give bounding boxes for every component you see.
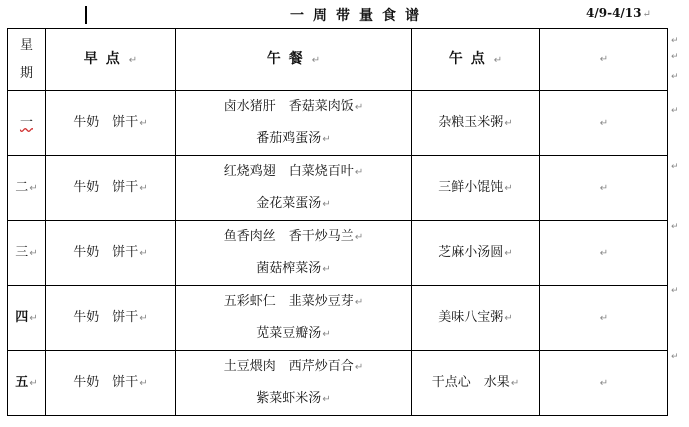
paragraph-mark-icon: ↵: [354, 232, 364, 243]
lunch-line-1-text: 土豆煨肉 西芹炒百合: [223, 359, 354, 374]
day-cell: [8, 156, 46, 221]
snack-text: 芝麻小汤圆: [438, 244, 504, 260]
paragraph-mark-icon: ↵: [322, 264, 331, 275]
paragraph-mark-icon: ↵: [139, 117, 148, 129]
lunch-line-1: [176, 286, 411, 318]
lunch-cell: [176, 221, 412, 286]
table-row: [8, 286, 668, 351]
paragraph-mark-icon: ↵: [354, 167, 364, 178]
lunch-line-2: [176, 188, 411, 220]
snack-text: 美味八宝粥: [438, 309, 504, 325]
day-cell: [8, 91, 46, 156]
breakfast-cell: [46, 221, 176, 286]
paragraph-mark-icon: ↵: [29, 182, 38, 194]
day-label: 二: [15, 179, 29, 195]
paragraph-mark-icon: ↵: [29, 247, 38, 259]
paragraph-mark-icon: ↵: [139, 377, 148, 389]
snack-text: 干点心 水果: [431, 374, 510, 390]
table-row: [8, 156, 668, 221]
paragraph-mark-icon: ↵: [510, 377, 520, 389]
lunch-line-2-text: 金花菜蛋汤: [256, 196, 322, 211]
paragraph-mark-icon: ↵: [29, 377, 38, 389]
snack-cell: [412, 156, 540, 221]
table-row: [8, 221, 668, 286]
paragraph-mark-icon: ↵: [671, 52, 679, 62]
lunch-line-2-text: 菌菇榨菜汤: [256, 261, 322, 276]
lunch-cell: [176, 156, 412, 221]
breakfast-text: 牛奶 饼干: [73, 309, 139, 325]
paragraph-mark-icon: ↵: [504, 247, 513, 259]
paragraph-mark-icon: ↵: [671, 286, 679, 296]
breakfast-cell: [46, 351, 176, 416]
paragraph-mark-icon: ↵: [671, 222, 679, 232]
paragraph-mark-icon: ↵: [671, 36, 679, 46]
table-row: [8, 91, 668, 156]
paragraph-mark-icon: ↵: [599, 182, 609, 194]
paragraph-mark-icon: ↵: [599, 247, 609, 259]
header-lunch: [176, 29, 412, 91]
day-cell: [8, 221, 46, 286]
date-text: 4/9-4/13: [586, 6, 642, 20]
paragraph-mark-icon: ↵: [322, 394, 331, 405]
day-label: 四: [15, 309, 29, 325]
snack-text: 杂粮玉米粥: [438, 114, 504, 130]
day-label: 三: [15, 244, 29, 260]
breakfast-cell: [46, 156, 176, 221]
lunch-cell: [176, 351, 412, 416]
day-cell: [8, 351, 46, 416]
paragraph-mark-icon: ↵: [504, 312, 513, 324]
extra-cell: [540, 351, 668, 416]
extra-cell: [540, 91, 668, 156]
date-range: [586, 6, 651, 20]
extra-cell: [540, 156, 668, 221]
lunch-line-2: [176, 123, 411, 155]
header-day: [8, 29, 46, 91]
day-label: 一: [19, 115, 33, 130]
paragraph-mark-icon: ↵: [642, 9, 651, 20]
paragraph-mark-icon: ↵: [311, 54, 321, 66]
paragraph-mark-icon: ↵: [354, 297, 364, 308]
paragraph-mark-icon: ↵: [139, 247, 148, 259]
lunch-line-1-text: 卤水猪肝 香菇菜肉饭: [223, 99, 354, 114]
paragraph-mark-icon: ↵: [504, 182, 513, 194]
header-snack: [412, 29, 540, 91]
snack-cell: [412, 91, 540, 156]
paragraph-mark-icon: ↵: [671, 72, 679, 82]
breakfast-cell: [46, 91, 176, 156]
paragraph-mark-icon: ↵: [139, 182, 148, 194]
lunch-line-2-text: 紫菜虾米汤: [256, 391, 322, 406]
header-day-label: 星期: [19, 37, 33, 81]
header-lunch-label: 午餐: [266, 50, 311, 67]
day-label: 五: [15, 374, 29, 390]
lunch-line-2: [176, 253, 411, 285]
text-cursor: [85, 6, 87, 24]
breakfast-text: 牛奶 饼干: [73, 114, 139, 130]
lunch-line-2: [176, 318, 411, 350]
snack-cell: [412, 286, 540, 351]
lunch-line-2-text: 苋菜豆瓣汤: [256, 326, 322, 341]
page-title: [290, 5, 428, 25]
breakfast-cell: [46, 286, 176, 351]
snack-cell: [412, 221, 540, 286]
breakfast-text: 牛奶 饼干: [73, 244, 139, 260]
lunch-line-2: [176, 383, 411, 415]
paragraph-mark-icon: ↵: [322, 134, 331, 145]
paragraph-mark-icon: ↵: [354, 362, 364, 373]
extra-cell: [540, 286, 668, 351]
lunch-line-1: [176, 221, 411, 253]
breakfast-text: 牛奶 饼干: [73, 179, 139, 195]
breakfast-text: 牛奶 饼干: [73, 374, 139, 390]
header-snack-label: 午点: [448, 50, 493, 67]
lunch-line-1: [176, 156, 411, 188]
day-cell: [8, 286, 46, 351]
table-row: [8, 351, 668, 416]
paragraph-mark-icon: ↵: [599, 54, 609, 65]
paragraph-mark-icon: ↵: [322, 199, 331, 210]
weekly-menu-table: [7, 28, 668, 416]
header-breakfast-label: 早点: [83, 50, 128, 67]
lunch-cell: [176, 91, 412, 156]
paragraph-mark-icon: ↵: [139, 312, 148, 324]
paragraph-mark-icon: ↵: [322, 329, 331, 340]
paragraph-mark-icon: ↵: [599, 117, 609, 129]
lunch-line-1: [176, 351, 411, 383]
paragraph-mark-icon: ↵: [671, 106, 679, 116]
header-breakfast: [46, 29, 176, 91]
lunch-line-1-text: 五彩虾仁 韭菜炒豆芽: [223, 294, 354, 309]
header-extra: [540, 29, 668, 91]
paragraph-mark-icon: ↵: [671, 162, 679, 172]
snack-text: 三鲜小馄饨: [438, 179, 504, 195]
snack-cell: [412, 351, 540, 416]
paragraph-mark-icon: ↵: [29, 312, 38, 324]
extra-cell: [540, 221, 668, 286]
paragraph-mark-icon: ↵: [128, 54, 138, 66]
paragraph-mark-icon: ↵: [354, 102, 364, 113]
lunch-line-1-text: 红烧鸡翅 白菜烧百叶: [223, 164, 354, 179]
header-row: [8, 29, 668, 91]
lunch-line-2-text: 番茄鸡蛋汤: [256, 131, 322, 146]
paragraph-mark-icon: ↵: [599, 312, 609, 324]
lunch-line-1: [176, 91, 411, 123]
title-text: 一周带量食谱: [290, 8, 428, 24]
paragraph-mark-icon: ↵: [493, 54, 503, 66]
lunch-cell: [176, 286, 412, 351]
lunch-line-1-text: 鱼香肉丝 香干炒马兰: [223, 229, 354, 244]
paragraph-mark-icon: ↵: [671, 352, 679, 362]
paragraph-mark-icon: ↵: [504, 117, 513, 129]
paragraph-mark-icon: ↵: [599, 377, 609, 389]
